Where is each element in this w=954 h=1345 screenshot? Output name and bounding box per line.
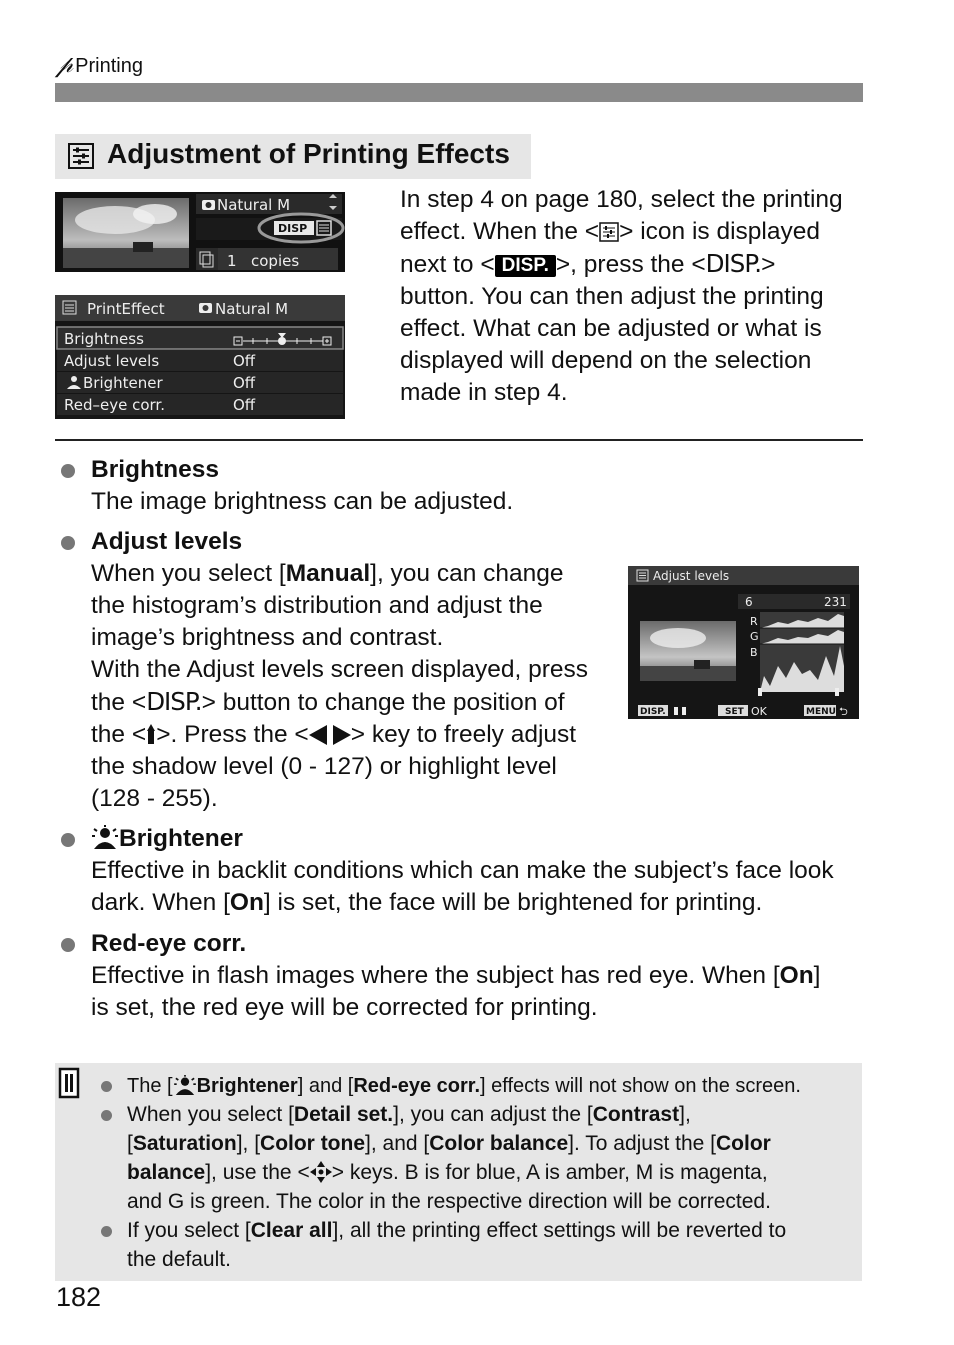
adjust-levels-title: Adjust levels	[653, 569, 730, 583]
bullet	[101, 1081, 112, 1092]
item-heading-adjust-levels: Adjust levels	[91, 528, 243, 555]
channel-g-label: G	[750, 630, 759, 643]
print-effect-title: PrintEffect	[87, 300, 165, 318]
page-number: 182	[56, 1282, 102, 1312]
histogram	[760, 612, 844, 692]
item-heading-brightener: Brightener	[119, 825, 243, 852]
bullet	[61, 833, 75, 847]
note-item-3: If you select [Clear all], all the printing effect settings will be reverted to the default.	[127, 1219, 787, 1271]
adjust-levels-screen-graphic	[628, 566, 859, 719]
item-text-red-eye: Effective in flash images where the subject has red eye. When [On] is set, the red eye will be corrected for printing.	[91, 962, 821, 1021]
bullet	[61, 464, 75, 478]
intro-line: effect. What can be adjusted or what is	[400, 315, 822, 342]
menu-value-adjust-levels: Off	[233, 352, 256, 370]
bullet	[61, 536, 75, 550]
highlight-level-value: 231	[824, 595, 847, 609]
picture-style-label: Natural M	[217, 196, 291, 214]
menu-row-adjust-levels: Adjust levels	[64, 352, 160, 370]
menu-row-red-eye: Red–eye corr.	[64, 396, 165, 414]
section-divider	[55, 439, 863, 441]
note-item-1: The [ Brightener] and [Red-eye corr.] effects will not show on the screen.	[127, 1075, 801, 1097]
camera-screen-adjust-levels	[628, 566, 859, 719]
intro-line: button. You can then adjust the printing	[400, 283, 824, 310]
back-arrow-icon: ⮌	[839, 705, 848, 718]
intro-line: displayed will depend on the selection	[400, 347, 812, 374]
camera-screen-print-effect	[55, 295, 345, 419]
intro-line: In step 4 on page 180, select the printing	[400, 186, 843, 213]
section-title-box	[55, 134, 531, 179]
shadow-level-value: 6	[745, 595, 753, 609]
menu-row-brightness: Brightness	[64, 330, 144, 348]
copies-label: copies	[251, 252, 300, 270]
item-text-adjust-levels: When you select [Manual], you can change the histogram’s distribution and adjust the image’s brightness and contrast. With the Adjust levels screen displayed, press the <DISP.> button to change the position of the < >. Press the < > key to freely adjust the shadow level (0 - 127) or highlight level (128 - 255).	[91, 560, 589, 812]
menu-value-brightener: Off	[233, 374, 256, 392]
menu-badge: MENU	[806, 707, 836, 717]
disp-button-label: DISP.	[705, 249, 762, 278]
header-bar	[55, 83, 863, 102]
bullet	[101, 1226, 112, 1237]
bullet	[101, 1110, 112, 1121]
item-heading-brightness: Brightness	[91, 456, 219, 483]
bullet	[61, 938, 75, 952]
note-box	[55, 1063, 862, 1281]
item-heading-red-eye: Red-eye corr.	[91, 930, 247, 957]
channel-b-label: B	[750, 646, 758, 659]
header-section-label: Printing	[75, 55, 143, 77]
cross-keys-icon	[310, 1161, 332, 1183]
print-setting-screen-graphic	[55, 192, 345, 272]
note-item-2: When you select [Detail set.], you can adjust the [Contrast], [Saturation], [Color tone], and [Color balance]. To adjust the [Color balance], use the < > keys. B is for blue, A is amber, M is magenta, and G is green. The color in the respective direction will be corrected.	[127, 1103, 771, 1213]
disp-badge: DISP.	[495, 255, 556, 277]
left-right-key-icon	[309, 725, 351, 745]
menu-row-brightener: Brightener	[83, 374, 163, 392]
item-text-brightener: Effective in backlit conditions which can make the subject’s face look dark. When [On] is set, the face will be brightened for printing.	[91, 857, 834, 916]
disp-button-label: DISP.	[146, 687, 202, 716]
ok-label: OK	[751, 705, 767, 718]
intro-line: next to < DISP. >, press the <DISP.>	[400, 249, 776, 278]
copies-count: 1	[227, 252, 237, 270]
intro-line: made in step 4.	[400, 379, 568, 406]
printing-pen-icon: 𝓅	[56, 50, 74, 78]
intro-line: effect. When the < > icon is displayed	[400, 218, 820, 245]
print-effect-icon	[67, 142, 95, 170]
disp-badge: DISP	[278, 222, 308, 235]
brightener-face-icon	[173, 1075, 197, 1095]
channel-r-label: R	[750, 615, 758, 628]
item-heading-brightener-row	[91, 823, 243, 855]
level-marker-icon	[146, 724, 156, 744]
running-header	[56, 50, 143, 78]
section-title: Adjustment of Printing Effects	[107, 138, 510, 169]
print-effect-icon	[599, 222, 619, 242]
disp-badge: DISP.	[640, 707, 666, 717]
item-text-brightness: The image brightness can be adjusted.	[91, 488, 514, 515]
camera-screen-print-setting	[55, 192, 345, 272]
set-badge: SET	[725, 707, 744, 717]
memo-icon	[58, 1067, 80, 1099]
brightener-face-icon	[91, 825, 119, 849]
intro-paragraph	[400, 184, 870, 409]
picture-style-label: Natural M	[215, 300, 289, 318]
print-effect-screen-graphic	[55, 295, 345, 419]
menu-value-red-eye: Off	[233, 396, 256, 414]
